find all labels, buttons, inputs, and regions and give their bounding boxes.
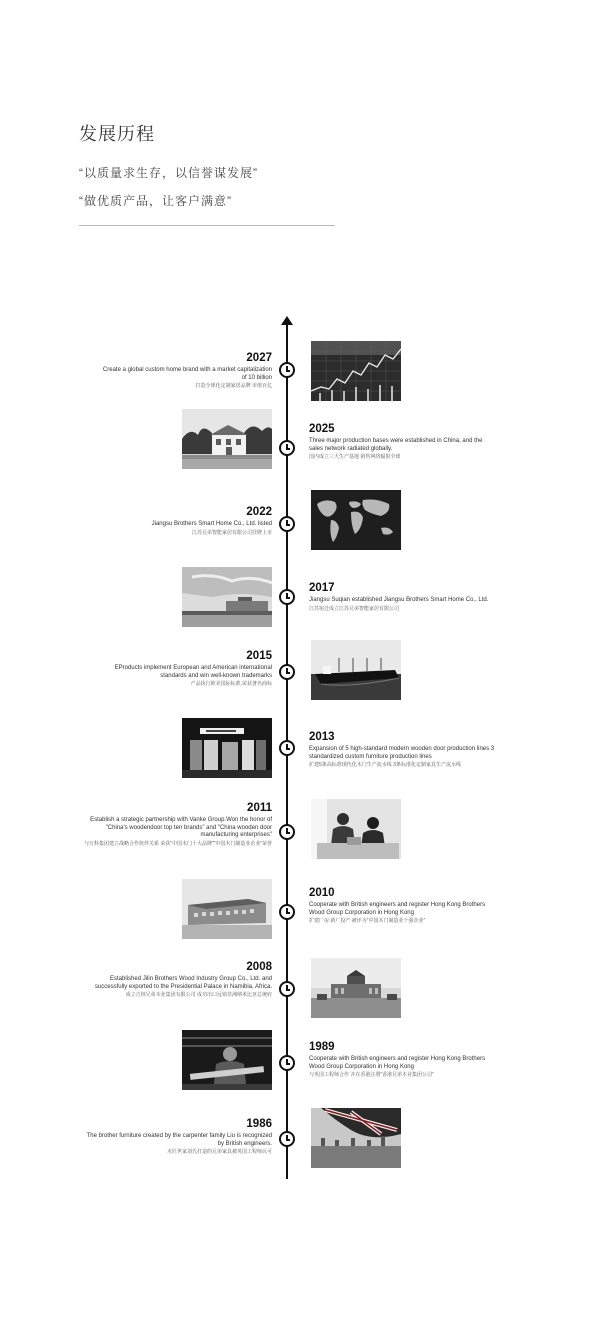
palace-photo — [311, 958, 401, 1018]
entry-description-en: EProducts implement European and American international standards and win well-known trademarks — [114, 665, 272, 679]
timeline-entry-2010 — [309, 886, 499, 925]
timeline-entry-1986 — [82, 1117, 272, 1156]
timeline-entry-2013 — [309, 730, 499, 769]
entry-description-en: Cooperate with British engineers and register Hong Kong Brothers Wood Group Corporation in Hong Kong — [309, 1056, 486, 1070]
entry-description-en: Jiangsu Suqian established Jiangsu Brothers Smart Home Co., Ltd. — [309, 597, 489, 603]
stock-chart-photo — [311, 341, 401, 401]
entry-year: 2008 — [246, 961, 272, 973]
clock-icon — [279, 664, 295, 680]
clock-icon — [279, 440, 295, 456]
entry-description-cn: 扩建5条高标准现代化木门生产流水线 3条标准化定制家具生产流水线 — [309, 762, 461, 768]
entry-description-en: Three major production bases were established in China, and the sales network radiated globally. — [309, 438, 483, 452]
carpenter-workshop-photo — [182, 1030, 272, 1090]
entry-year: 2027 — [246, 352, 272, 364]
entry-year: 2013 — [309, 731, 335, 743]
entry-year: 2025 — [309, 423, 335, 435]
arrow-up-icon — [281, 316, 293, 325]
entry-year: 2011 — [247, 802, 272, 814]
factory-building-photo — [182, 879, 272, 939]
entry-description-en: The brother furniture created by the carpenter family Liu is recognized by British engineers. — [86, 1133, 272, 1147]
entry-description-cn: 与万科集团建立战略合作伙伴关系 荣获“中国木门十大品牌”“中国木门制造业企业”荣誉 — [83, 840, 272, 847]
entry-description-cn: 成立吉林兄弟木业集团有限公司 成功出口远销非洲纳米比亚总统府 — [125, 992, 272, 998]
entry-year: 2017 — [309, 582, 335, 594]
motto-quality: “以质量求生存，以信誉谋发展” — [79, 166, 258, 180]
entry-description-cn: 扩建厂房 新厂投产 被评为“中国木门制造业十强企业” — [309, 918, 426, 924]
entry-description-cn: 国内成立三大生产基地 销售网络辐射全球 — [309, 454, 401, 460]
page-title: 发展历程 — [79, 124, 155, 144]
timeline-entry-2011 — [82, 801, 272, 848]
entry-year: 1986 — [246, 1118, 272, 1130]
clock-icon — [279, 824, 295, 840]
timeline-entry-2025 — [309, 422, 489, 461]
world-map-photo — [311, 490, 401, 550]
entry-year: 2015 — [246, 650, 272, 662]
showroom-photo — [182, 718, 272, 778]
entry-description-en: Establish a strategic partnership with Vanke Group.Won the honor of "China's woodendoor top ten brands" and "China wooden door manufacturing enterprises" — [90, 817, 272, 838]
entry-year: 1989 — [309, 1041, 335, 1053]
entry-description-en: Jiangsu Brothers Smart Home Co., Ltd. listed — [151, 521, 272, 527]
meeting-photo — [311, 799, 401, 859]
clock-icon — [279, 589, 295, 605]
clock-icon — [279, 1131, 295, 1147]
entry-year: 2022 — [246, 506, 272, 518]
villa-photo — [182, 409, 272, 469]
clock-icon — [279, 362, 295, 378]
clock-icon — [279, 1055, 295, 1071]
factory-site-photo — [182, 567, 272, 627]
entry-description-cn: 与英国工程师合作 并在香港注册“香港兄弟木业集团公司” — [309, 1072, 434, 1078]
header-divider — [79, 225, 335, 226]
entry-description-cn: 木匠世家刘氏打造的兄弟家具被英国工程师认可 — [166, 1149, 272, 1155]
british-flag-photo — [311, 1108, 401, 1168]
entry-description-cn: 江苏兄弟智能家居有限公司挂牌上市 — [191, 529, 272, 536]
timeline-entry-2027 — [102, 351, 272, 390]
motto-customer: “做优质产品，让客户满意” — [79, 194, 232, 208]
timeline-entry-2022 — [102, 505, 272, 537]
entry-description-cn: 江苏宿迁成立江苏兄弟智能家居有限公司 — [309, 605, 400, 612]
clock-icon — [279, 740, 295, 756]
entry-description-en: Create a global custom home brand with a market capitalization of 10 billion — [102, 367, 272, 381]
clock-icon — [279, 516, 295, 532]
timeline-entry-2015 — [87, 649, 272, 688]
entry-year: 2010 — [309, 887, 335, 899]
cargo-ship-photo — [311, 640, 401, 700]
entry-description-cn: 产品执行欧美国际标准,荣获著名商标 — [190, 681, 272, 687]
entry-description-en: Established Jilin Brothers Wood Industry Group Co., Ltd. and successfully exported to the Presidential Palace in Namibia, Africa. — [94, 976, 272, 990]
clock-icon — [279, 981, 295, 997]
timeline-entry-2017 — [309, 581, 519, 613]
entry-description-en: Expansion of 5 high-standard modern wooden door production lines 3 standardized custom furniture production lines — [309, 746, 495, 760]
entry-description-en: Cooperate with British engineers and register Hong Kong Brothers Wood Group Corporation in Hong Kong — [309, 902, 486, 916]
entry-description-cn: 打造全球化定制家居品牌 市值百亿 — [195, 383, 272, 389]
clock-icon — [279, 904, 295, 920]
timeline-entry-2008 — [87, 960, 272, 999]
timeline-entry-1989 — [309, 1040, 499, 1079]
